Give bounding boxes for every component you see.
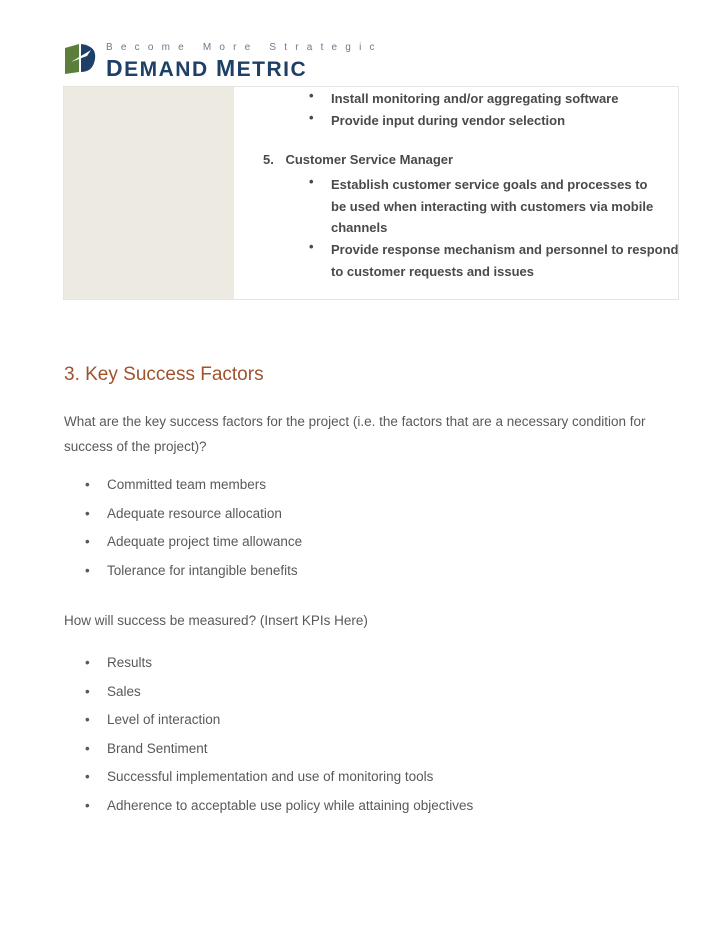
table-right-cell: • Install monitoring and/or aggregating software • Provide input during vendor selection 5. Customer Service Manager • Establish customer service goals and processes to be used when interacting with customers via mobile channels • Provide response mechanism and personnel to respond to customer requests and issues — [234, 87, 678, 299]
list-item: • Committed team members — [85, 477, 267, 492]
list-item: • Level of interaction — [85, 712, 221, 727]
logo-mark-icon — [63, 42, 97, 76]
table-left-cell — [64, 87, 234, 299]
demand-metric-logo — [63, 40, 383, 81]
list-item: • Successful implementation and use of monitoring tools — [85, 769, 434, 784]
kpi-list — [85, 653, 473, 824]
list-item: • Sales — [85, 683, 141, 699]
item-label: Customer Service Manager — [285, 152, 454, 167]
question-key-success: What are the key success factors for the project (i.e. the factors that are a necessary condition for success of the project)? — [64, 414, 646, 454]
list-item: • Adequate project time allowance — [85, 534, 303, 549]
section-heading: 3. Key Success Factors — [64, 364, 264, 385]
roles-table — [63, 86, 679, 300]
list-item: • Adherence to acceptable use policy while attaining objectives — [85, 797, 474, 813]
table-numbered-item — [263, 152, 453, 167]
question-measurement: How will success be measured? (Insert KPIs Here) — [64, 613, 368, 628]
list-item: • Adequate resource allocation — [85, 505, 282, 521]
item-number: 5. — [263, 152, 274, 167]
success-factors-list — [85, 475, 302, 589]
list-item: • Tolerance for intangible benefits — [85, 562, 298, 578]
list-item: • Brand Sentiment — [85, 740, 208, 756]
list-item: • Results — [85, 655, 153, 670]
logo-tagline: Become More Strategic — [106, 42, 383, 53]
logo-brand-name: DEMAND METRIC — [106, 55, 308, 81]
